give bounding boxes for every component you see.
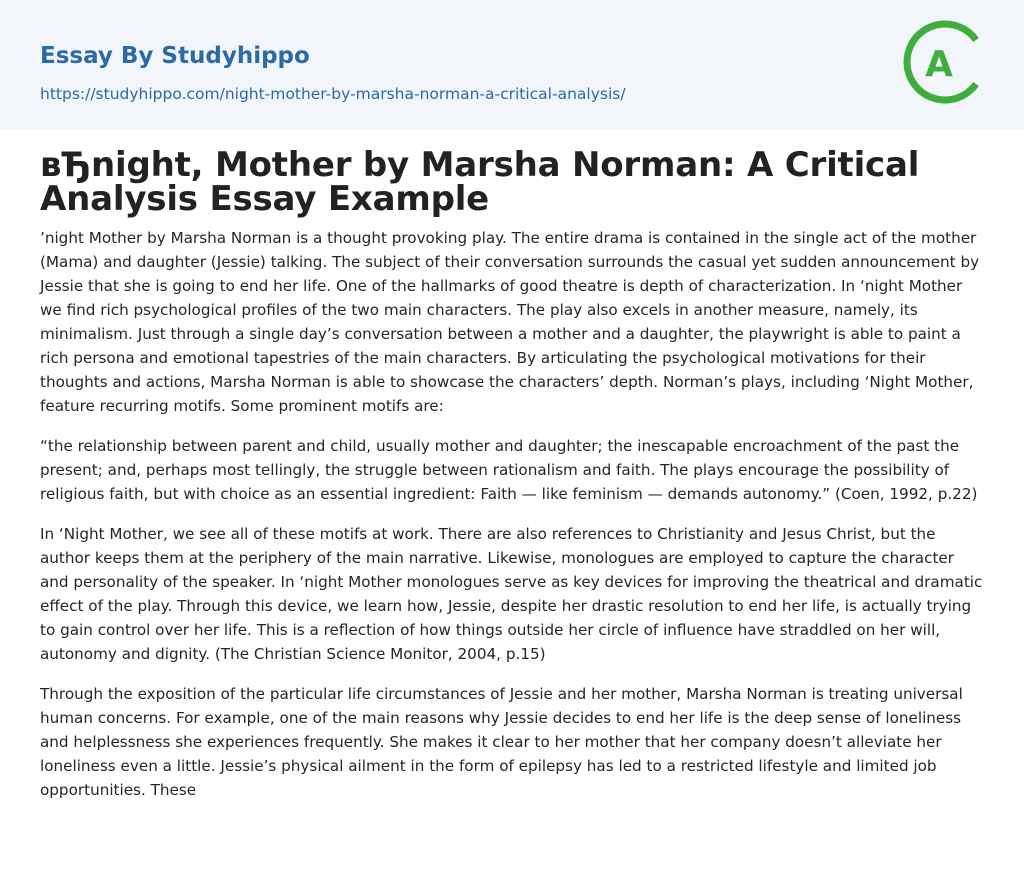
studyhippo-logo-icon[interactable] [896, 20, 984, 104]
article-paragraph: ’night Mother by Marsha Norman is a thought provoking play. The entire drama is contained in the single act of the mother (Mama) and daughter (Jessie) talking. The subject of their conversation surrounds the casual yet sudden announcement by Jessie that she is going to end her life. One of the hallmarks of good theatre is depth of characterization. In ‘night Mother we find rich psychological profiles of the two main characters. The play also excels in another measure, namely, its minimalism. Just through a single day’s conversation between a mother and a daughter, the playwright is able to paint a rich persona and emotional tapestries of the main characters. By articulating the psychological motivations for their thoughts and actions, Marsha Norman is able to showcase the characters’ depth. Norman’s plays, including ‘Night Mother, feature recurring motifs. Some prominent motifs are: [40, 229, 980, 415]
article-title: вЂnight, Mother by Marsha Norman: A Critical Analysis Essay Example [40, 145, 920, 219]
article-body [0, 129, 1024, 802]
article-paragraph: In ‘Night Mother, we see all of these motifs at work. There are also references to Christianity and Jesus Christ, but the author keeps them at the periphery of the main narrative. Likewise, monologues are employed to capture the character and personality of the speaker. In ‘night Mother monologues serve as key devices for improving the theatrical and dramatic effect of the play. Through this device, we learn how, Jessie, despite her drastic resolution to end her life, is actually trying to gain control over her life. This is a reflection of how things outside her circle of influence have straddled on her will, autonomy and dignity. (The Christian Science Monitor, 2004, p.15) [40, 525, 983, 663]
site-title[interactable]: Essay By Studyhippo [40, 43, 310, 69]
source-url-link[interactable]: https://studyhippo.com/night-mother-by-marsha-norman-a-critical-analysis/ [40, 85, 626, 103]
article-paragraph: Through the exposition of the particular life circumstances of Jessie and her mother, Marsha Norman is treating universal human concerns. For example, one of the main reasons why Jessie decides to end her life is the deep sense of loneliness and helplessness she experiences frequently. She makes it clear to her mother that her company doesn’t alleviate her loneliness even a little. Jessie’s physical ailment in the form of epilepsy has led to a restricted lifestyle and limited job opportunities. These [40, 685, 963, 799]
article-paragraph: “the relationship between parent and child, usually mother and daughter; the inescapable encroachment of the past the present; and, perhaps most tellingly, the struggle between rationalism and faith. The plays encourage the possibility of religious faith, but with choice as an essential ingredient: Faith — like feminism — demands autonomy.” (Coen, 1992, p.22) [40, 437, 978, 503]
logo-letter: A [925, 44, 953, 85]
site-header [0, 0, 1024, 129]
